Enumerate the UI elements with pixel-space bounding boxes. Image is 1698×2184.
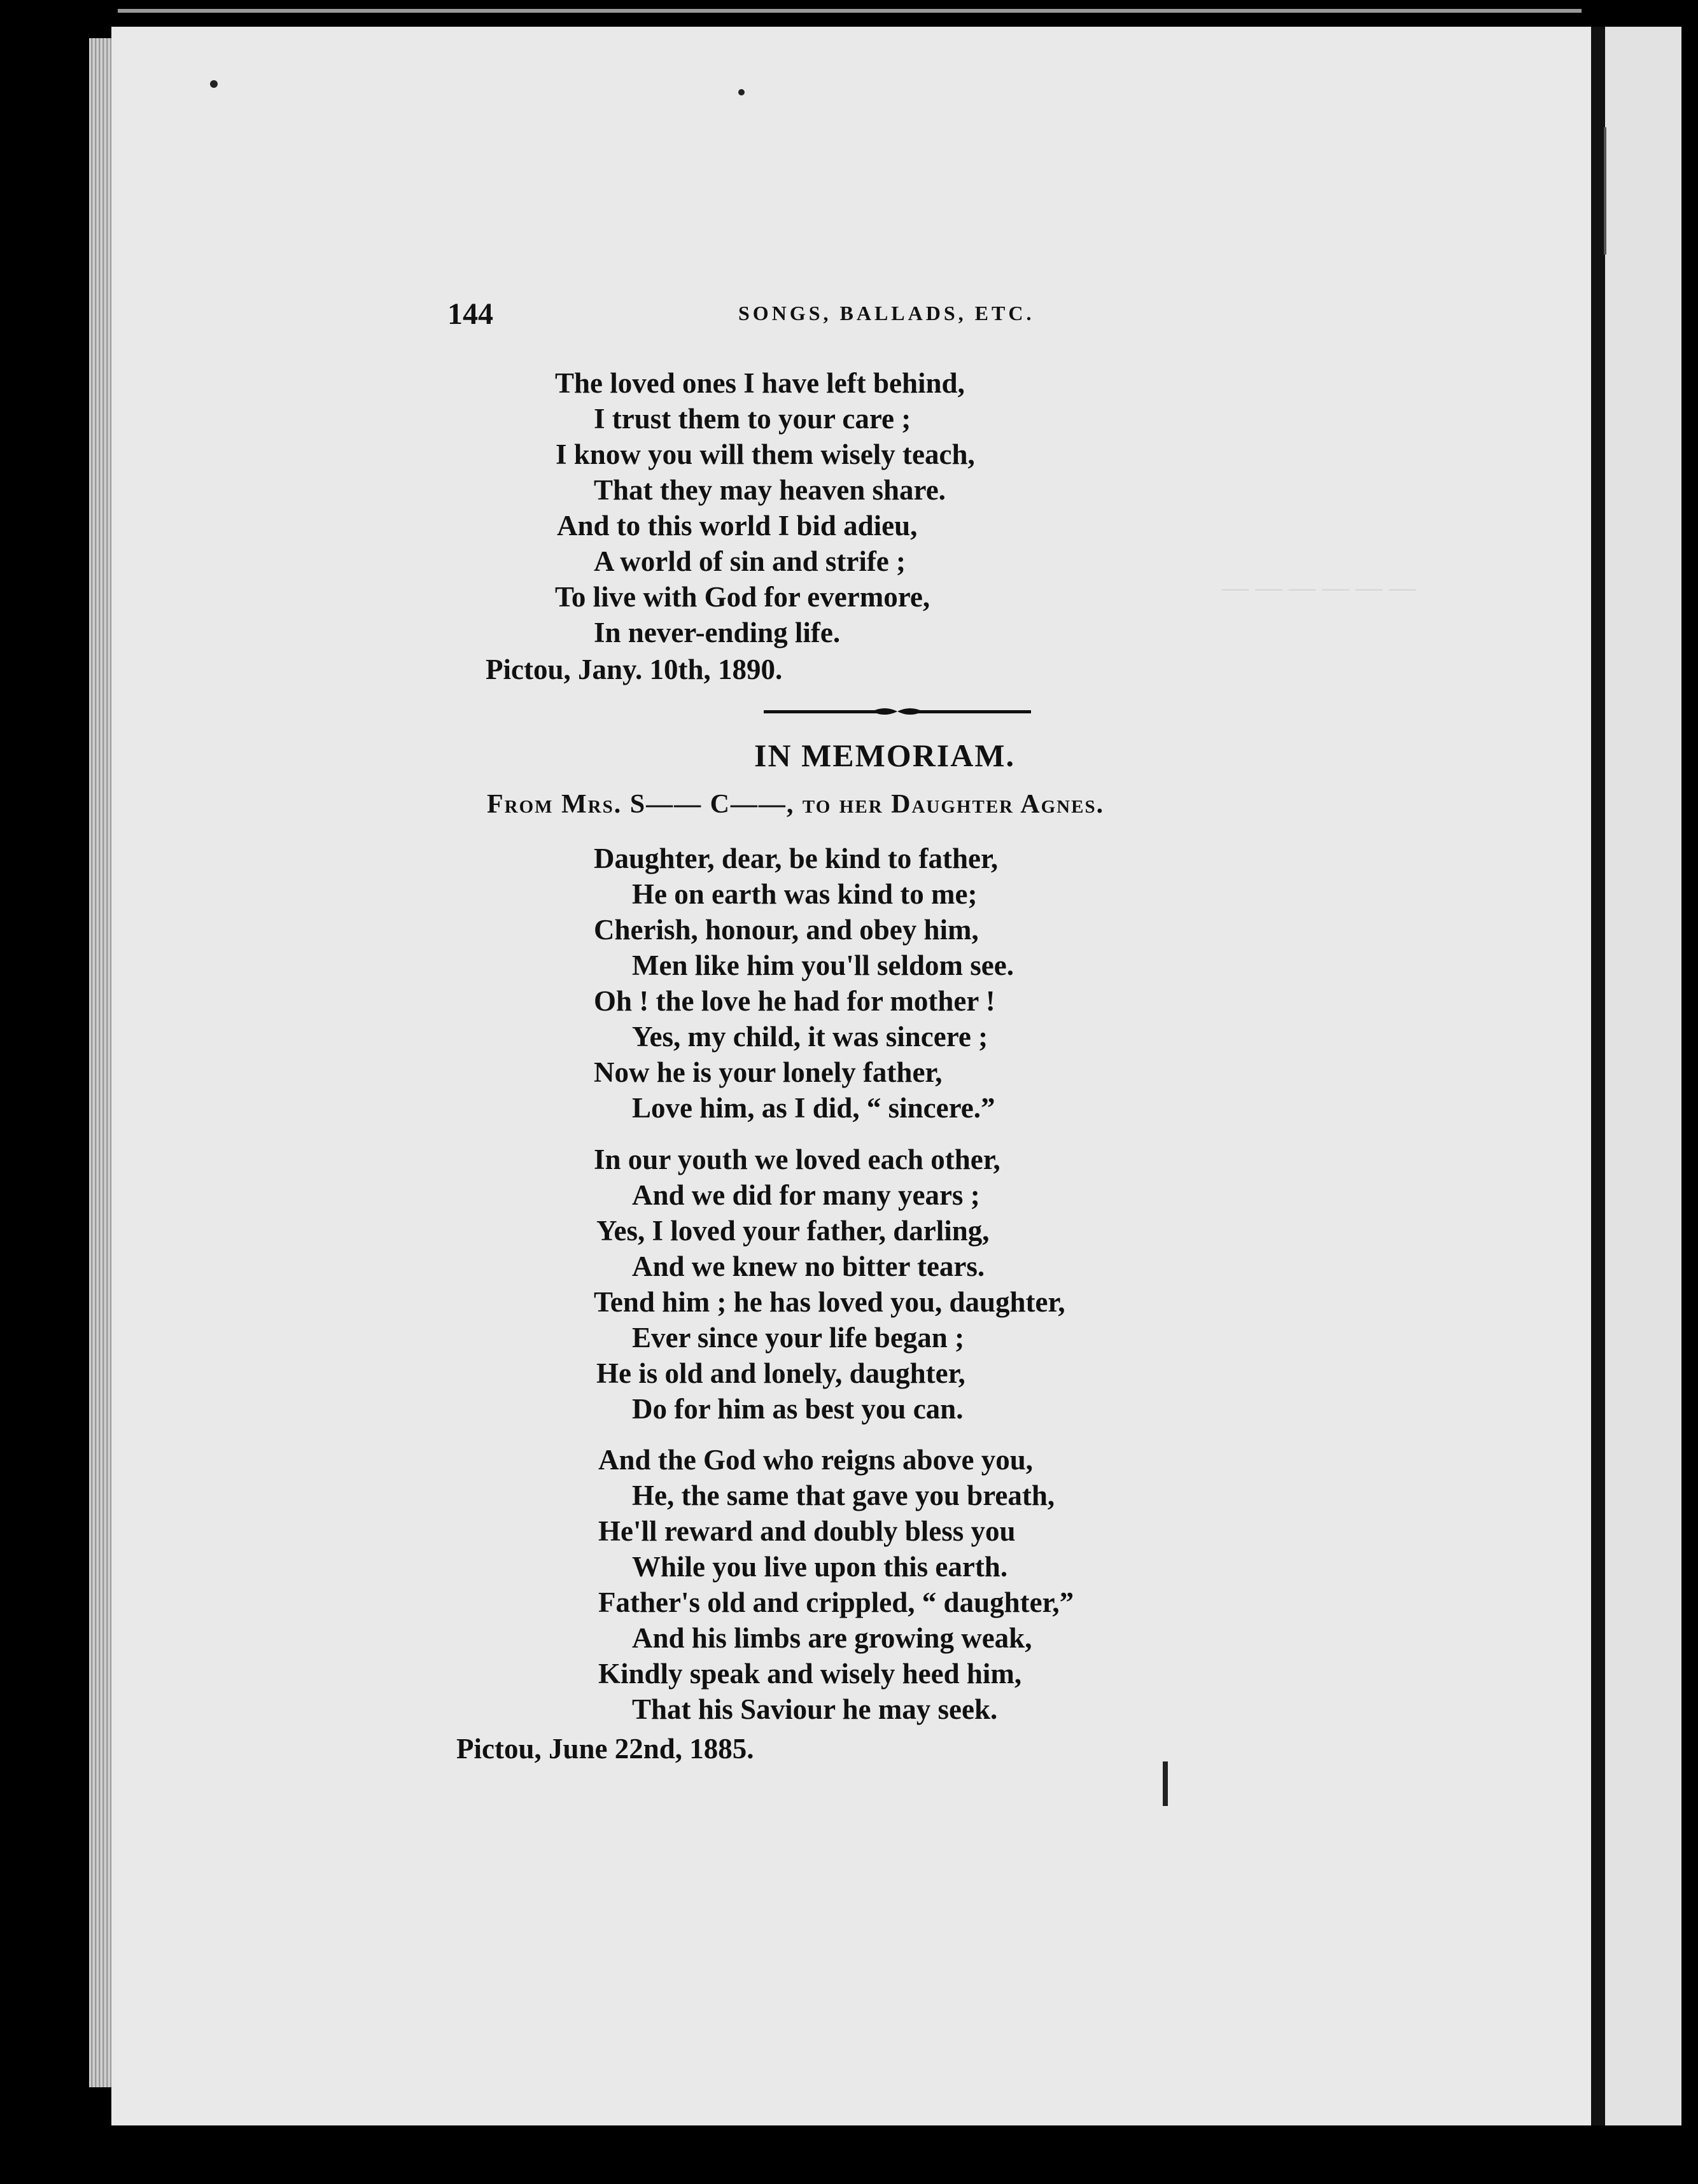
poem-line: And the God who reigns above you, — [598, 1444, 1034, 1476]
poem-title: IN MEMORIAM. — [754, 738, 1016, 773]
poem-line: To live with God for evermore, — [555, 581, 930, 613]
book-gutter — [1591, 27, 1605, 2125]
poem-line: A world of sin and strife ; — [594, 545, 906, 577]
page-number: 144 — [447, 297, 493, 331]
poem-line: Men like him you'll seldom see. — [632, 949, 1014, 981]
page-top-rule — [118, 9, 1582, 13]
poem-line: And we did for many years ; — [632, 1179, 980, 1211]
poem-line: Ever since your life began ; — [632, 1322, 965, 1354]
poem-line: That his Saviour he may seek. — [632, 1693, 998, 1725]
scan-speck — [738, 89, 745, 95]
running-head: SONGS, BALLADS, ETC. — [738, 302, 1035, 325]
divider-flourish-icon — [872, 705, 923, 718]
dedication-text: From Mrs. S—— C——, to her Daughter Agnes. — [487, 790, 1105, 819]
poem-line: Tend him ; he has loved you, daughter, — [594, 1286, 1065, 1318]
poem-line: Kindly speak and wisely heed him, — [598, 1658, 1022, 1690]
poem-line: Do for him as best you can. — [632, 1393, 964, 1425]
ornamental-divider — [764, 705, 1031, 718]
poem-line: While you live upon this earth. — [632, 1551, 1008, 1583]
scan-speck — [1604, 127, 1606, 255]
poem-line: He'll reward and doubly bless you — [598, 1515, 1016, 1547]
poem-line: Father's old and crippled, “ daughter,” — [598, 1586, 1074, 1618]
poem-line: And his limbs are growing weak, — [632, 1622, 1032, 1654]
poem-line: And we knew no bitter tears. — [632, 1250, 985, 1282]
poem-line: Yes, I loved your father, darling, — [596, 1215, 990, 1247]
poem-line: Oh ! the love he had for mother ! — [594, 985, 995, 1017]
poem-line: And to this world I bid adieu, — [557, 510, 918, 542]
poem-line: He is old and lonely, daughter, — [596, 1357, 965, 1389]
scan-speck — [210, 80, 218, 88]
poem-line: He, the same that gave you breath, — [632, 1480, 1055, 1511]
bleed-through: — — — — — — — [1222, 573, 1416, 603]
dateline: Pictou, Jany. 10th, 1890. — [486, 654, 783, 685]
poem-line: I trust them to your care ; — [594, 403, 911, 435]
poem-line: Now he is your lonely father, — [594, 1056, 943, 1088]
facing-page-edge — [1605, 27, 1681, 2125]
page-stack-edge — [89, 38, 113, 2087]
dedication — [487, 789, 1104, 820]
poem-line: I know you will them wisely teach, — [556, 438, 975, 470]
dateline: Pictou, June 22nd, 1885. — [456, 1733, 754, 1765]
poem-line: In our youth we loved each other, — [594, 1144, 1000, 1175]
poem-line: That they may heaven share. — [594, 474, 946, 506]
poem-line: Yes, my child, it was sincere ; — [632, 1021, 988, 1053]
scan-speck — [1163, 1761, 1168, 1806]
poem-line: Cherish, honour, and obey him, — [594, 914, 979, 946]
poem-line: Love him, as I did, “ sincere.” — [632, 1092, 995, 1124]
poem-line: In never-ending life. — [594, 617, 841, 648]
poem-line: Daughter, dear, be kind to father, — [594, 843, 999, 874]
poem-line: He on earth was kind to me; — [632, 878, 978, 910]
poem-line: The loved ones I have left behind, — [555, 367, 965, 399]
